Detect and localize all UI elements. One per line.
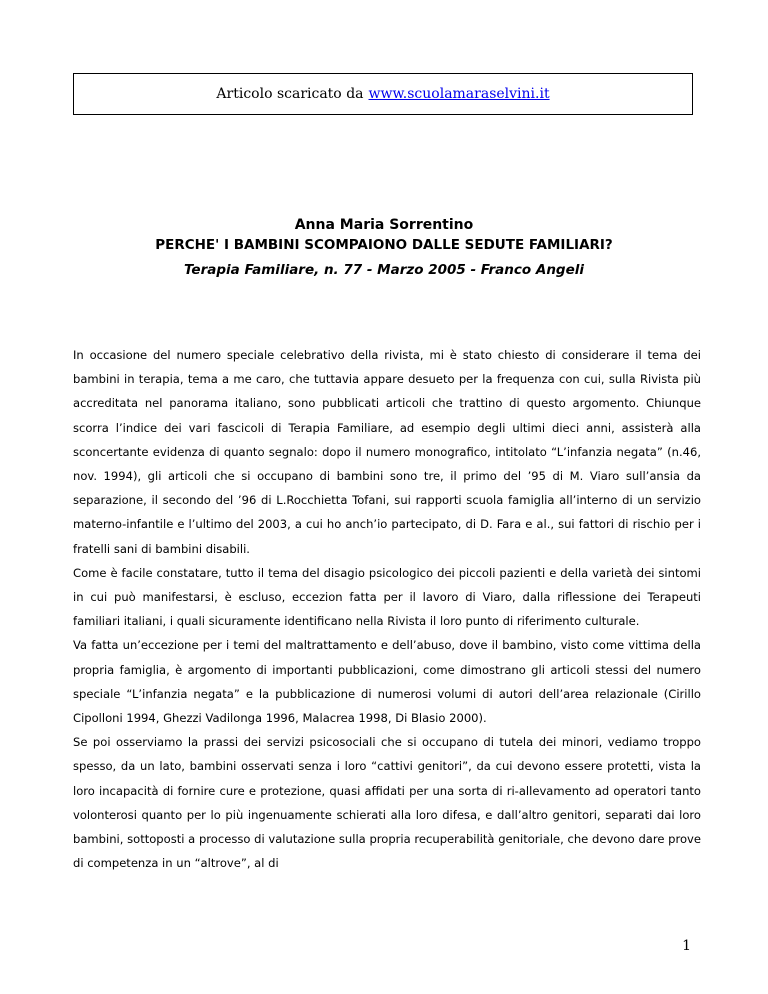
- download-notice-text: Articolo scaricato da: [216, 86, 364, 102]
- download-notice-box: [73, 73, 693, 115]
- author-name: Anna Maria Sorrentino: [294, 217, 474, 233]
- paragraph: Va fatta un’eccezione per i temi del maltrattamento e dell’abuso, dove il bambino, visto come vittima della propria famiglia, è argomento di importanti pubblicazioni, come dimostrano gli articoli stessi del numero speciale “L’infanzia negata” e la pubblicazione di numerosi volumi di autori dell’area relazionale (Cirillo Cipolloni 1994, Ghezzi Vadilonga 1996, Malacrea 1998, Di Blasio 2000).: [73, 638, 701, 726]
- article-body: [73, 343, 701, 875]
- page-number: 1: [682, 938, 691, 954]
- paragraph: In occasione del numero speciale celebrativo della rivista, mi è stato chiesto di considerare il tema dei bambini in terapia, tema a me caro, che tuttavia appare desueto per la frequenza con cui, sulla Rivista più accreditata nel panorama italiano, sono pubblicati articoli che trattino di questo argomento. Chiunque scorra l’indice dei vari fascicoli di Terapia Familiare, ad esempio degli ultimi dieci anni, assisterà alla sconcertante evidenza di quanto segnalo: dopo il numero monografico, intitolato “L’infanzia negata” (n.46, nov. 1994), gli articoli che si occupano di bambini sono tre, il primo del ’95 di M. Viaro sull’ansia da separazione, il secondo del ’96 di L.Rocchietta Tofani, sui rapporti scuola famiglia all’interno di un servizio materno-infantile e l’ultimo del 2003, a cui ho anch’io partecipato, di D. Fara e al., sui fattori di rischio per i fratelli sani di bambini disabili.: [73, 348, 701, 556]
- article-title: PERCHE' I BAMBINI SCOMPAIONO DALLE SEDUTE FAMILIARI?: [155, 237, 613, 253]
- paragraph: Se poi osserviamo la prassi dei servizi psicosociali che si occupano di tutela dei minori, vediamo troppo spesso, da un lato, bambini osservati senza i loro “cattivi genitori”, da cui devono essere protetti, vista la loro incapacità di fornire cure e protezione, quasi affidati per una sorta di ri-allevamento ad operatori tanto volonterosi quanto per lo più ingenuamente schierati alla loro difesa, e dall’altro genitori, separati dai loro bambini, sottoposti a processo di valutazione sulla propria recuperabilità genitoriale, che devono dare prove di competenza in un “altrove”, al di: [73, 735, 701, 871]
- paragraph: Come è facile constatare, tutto il tema del disagio psicologico dei piccoli pazienti e della varietà dei sintomi in cui può manifestarsi, è escluso, eccezion fatta per il lavoro di Viaro, dalla riflessione dei Terapeuti familiari italiani, i quali sicuramente identificano nella Rivista il loro punto di riferimento culturale.: [73, 565, 701, 629]
- journal-citation: Terapia Familiare, n. 77 - Marzo 2005 - Franco Angeli: [183, 262, 585, 278]
- website-link[interactable]: www.scuolamaraselvini.it: [368, 86, 550, 102]
